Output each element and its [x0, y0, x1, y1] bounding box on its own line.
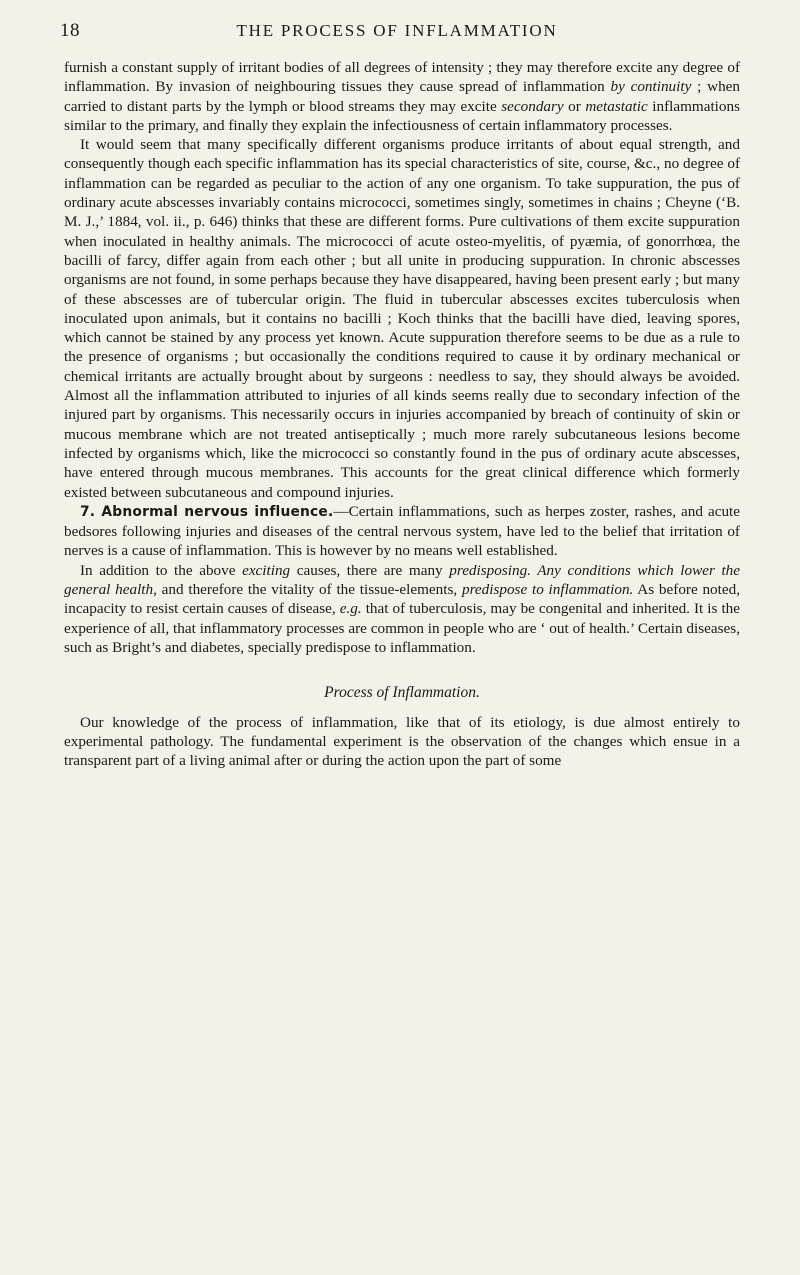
page-number: 18	[60, 20, 80, 41]
body-text	[64, 58, 740, 770]
paragraph-organisms: It would seem that many specifically different organisms produce irritants of about equal strength, and consequently though each specific inflammation has its special characteristics of site, course, &c., no degree of inflammation can be regarded as peculiar to the action of any one organism. To take suppuration, the pus of ordinary acute abscesses invariably contains micrococci, sometimes singly, sometimes in chains ; Cheyne (‘B. M. J.,’ 1884, vol. ii., p. 646) thinks that these are different forms. Pure cultivations of them excite suppuration when inoculated in healthy animals. The micrococci of acute osteo-myelitis, of pyæmia, of gonorrhœa, the bacilli of farcy, differ again from each other ; but all unite in producing suppuration. In chronic abscesses organisms are not found, in some perhaps because they have disappeared, having been present early ; but many of these abscesses are of tubercular origin. The fluid in tubercular abscesses excites tuberculosis when inoculated upon animals, but it contains no bacilli ; Koch thinks that the bacilli have died, leaving spores, which cannot be stained by any process yet known. Acute suppuration therefore seems to be due as a rule to the presence of organisms ; but occasionally the conditions required to cause it by ordinary mechanical or chemical irritants are actually brought about by surgeons : needless to say, they should always be avoided. Almost all the inflammation attributed to injuries of all kinds seems really due to secondary infection of the injured part by organisms. This necessarily occurs in injuries accompanied by breach of continuity of skin or mucous membrane which are not treated antiseptically ; much more rarely subcutaneous lesions become infected by organisms which, like the micrococci so constantly found in the pus of ordinary acute abscesses, have entered through mucous membranes. This accounts for the great clinical difference which formerly existed between subcutaneous and compound injuries.	[64, 136, 740, 501]
paragraph-continuation: furnish a constant supply of irritant bodies of all degrees of intensity ; they may therefore excite any degree of inflammation. By invasion of neighbouring tissues they cause spread of inflammation by continuity ; when carried to distant parts by the lymph or blood streams they may excite secondary or metastatic inflammations similar to the primary, and finally they explain the infectiousness of certain inflammatory processes.	[64, 59, 740, 134]
running-title: THE PROCESS OF INFLAMMATION	[236, 21, 558, 40]
page-header	[60, 20, 734, 44]
paragraph-predisposing: In addition to the above exciting causes, there are many predisposing. Any conditions which lower the general health, and therefore the vitality of the tissue-elements, predispose to inflammation. As before noted, incapacity to resist certain causes of disease, e.g. that of tuberculosis, may be congenital and inherited. It is the experience of all, that inflammatory processes are common in people who are ‘ out of health.’ Certain diseases, such as Bright’s and diabetes, specially predispose to inflammation.	[64, 561, 741, 656]
paragraph-process: Our knowledge of the process of inflammation, like that of its etiology, is due almost entirely to experimental pathology. The fundamental experiment is the observation of the changes which ensue in a transparent part of a living animal after or during the action upon the part of some	[64, 713, 740, 770]
section-heading: Process of Inflammation.	[324, 684, 480, 702]
numbered-heading: 7. Abnormal nervous influence.	[80, 503, 334, 520]
paragraph-nervous-influence: 7. Abnormal nervous influence.—Certain inflammations, such as herpes zoster, rashes, and acute bedsores following injuries and diseases of the central nervous system, have led to the belief that irritation of nerves is a cause of inflammation. This is however by no means well established.	[64, 502, 740, 560]
